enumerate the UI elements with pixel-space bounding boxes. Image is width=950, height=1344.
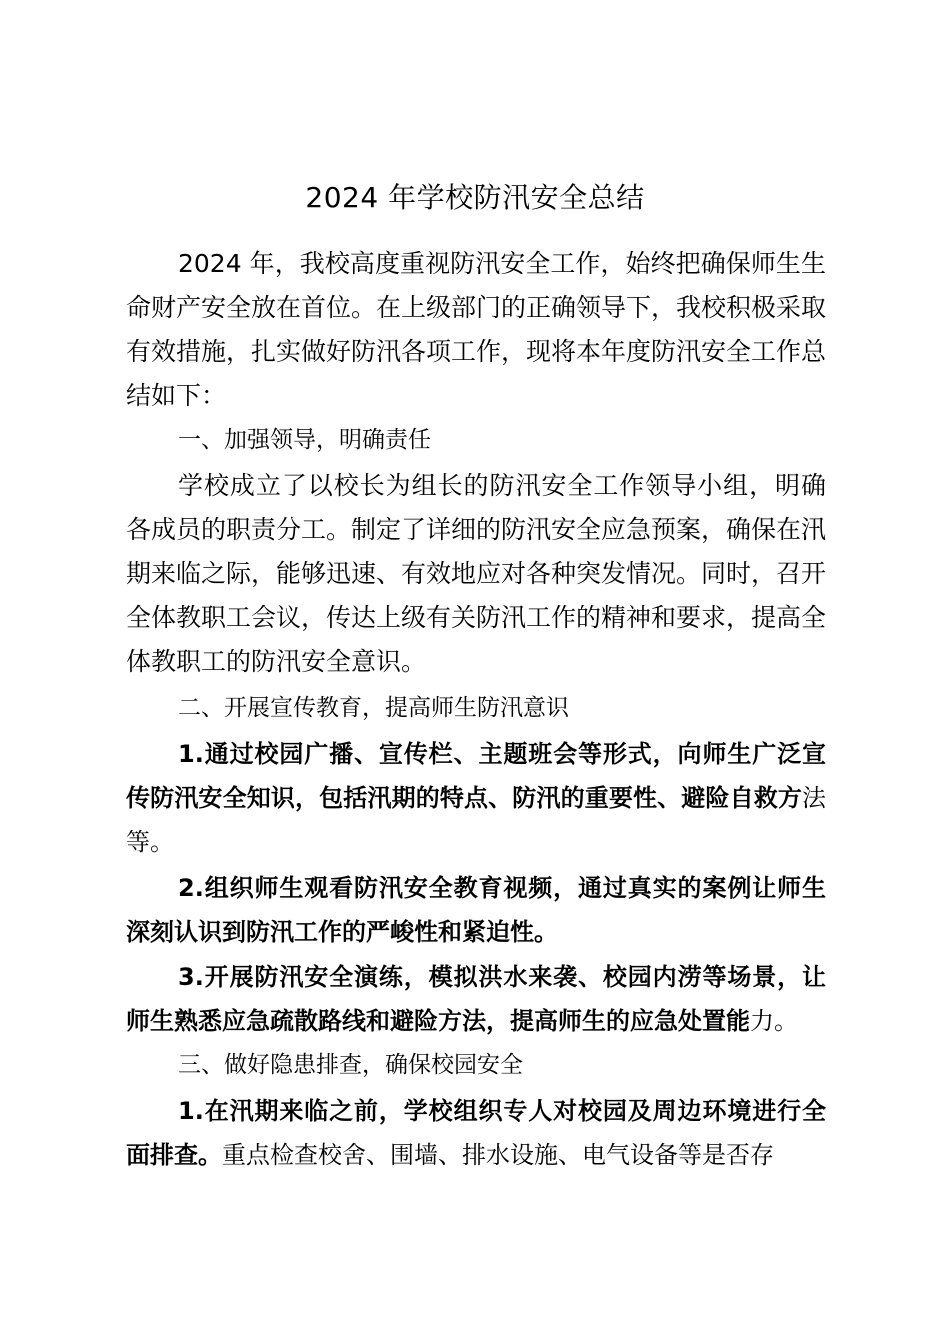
section-3-item-1 — [126, 1089, 826, 1177]
section-2-item-2 — [126, 866, 826, 954]
document-title: 2024 年学校防汛安全总结 — [305, 181, 645, 214]
section-2-heading: 二、开展宣传教育，提高师生防汛意识 — [178, 695, 569, 721]
section-1-heading: 一、加强领导，明确责任 — [178, 427, 431, 453]
section-2-item-1-plain: 法等。 — [126, 784, 826, 856]
section-1-paragraph: 学校成立了以校长为组长的防汛安全工作领导小组，明确各成员的职责分工。制定了详细的防汛安全应急预案，确保在汛期来临之际，能够迅速、有效地应对各种突发情况。同时，召开全体教职工会议，传达上级有关防汛工作的精神和要求，提高全体教职工的防汛安全意识。 — [126, 471, 827, 676]
section-2-item-2-bold: 2.组织师生观看防汛安全教育视频，通过真实的案例让师生深刻认识到防汛工作的严峻性和紧迫性。 — [126, 874, 826, 946]
section-2-item-3 — [126, 955, 826, 1043]
section-2-item-1 — [126, 732, 826, 864]
section-3-heading: 三、做好隐患排查，确保校园安全 — [178, 1052, 523, 1078]
section-2-item-3-bold: 3.开展防汛安全演练，模拟洪水来袭、校园内涝等场景，让师生熟悉应急疏散路线和避险方法，提高师生的应急处置能 — [126, 963, 826, 1035]
section-3-item-1-bold: 1.在汛期来临之前，学校组织专人对校园及周边环境进行全面排查。 — [126, 1097, 826, 1169]
section-3-item-1-plain: 重点检查校舍、围墙、排水设施、电气设备等是否存 — [222, 1141, 774, 1169]
section-2-item-1-bold: 1.通过校园广播、宣传栏、主题班会等形式，向师生广泛宣传防汛安全知识，包括汛期的特点、防汛的重要性、避险自救方 — [126, 740, 826, 812]
intro-paragraph: 2024 年，我校高度重视防汛安全工作，始终把确保师生生命财产安全放在首位。在上级部门的正确领导下，我校积极采取有效措施，扎实做好防汛各项工作，现将本年度防汛安全工作总结如下： — [126, 249, 827, 410]
section-2-item-3-plain: 力。 — [750, 1007, 798, 1035]
